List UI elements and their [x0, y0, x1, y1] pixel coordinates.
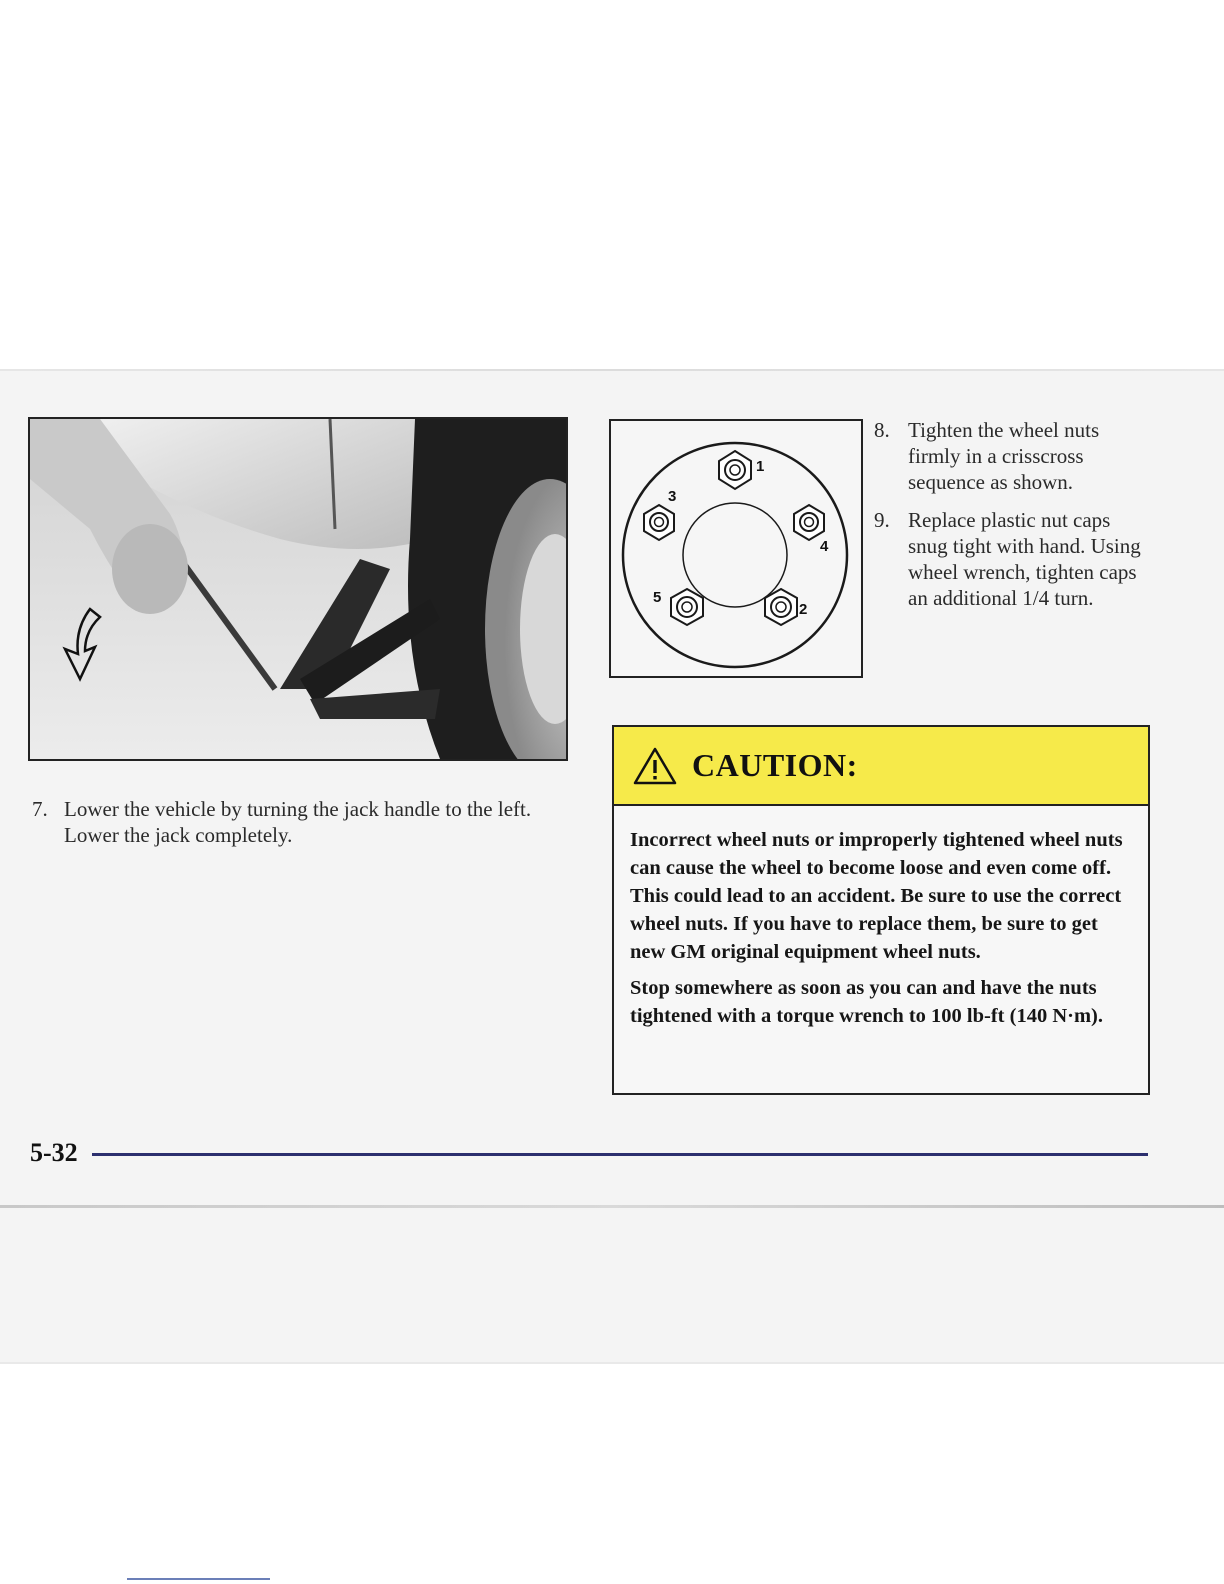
page-number: 5-32 [30, 1138, 78, 1167]
caution-paragraph-2: Stop somewhere as soon as you can and have the nuts tightened with a torque wrench to 100 lb-ft (140 N·m). [630, 977, 1103, 1027]
nut-label-5: 5 [653, 589, 662, 606]
warning-triangle-icon [632, 746, 678, 786]
lug-nut-1 [719, 451, 751, 489]
step-7-text: Lower the vehicle by turning the jack handle to the left. Lower the jack completely. [64, 797, 532, 847]
step-9-number: 9. [874, 508, 890, 532]
wheel-hub-drawing [611, 421, 861, 676]
lug-nut-4 [794, 505, 824, 540]
lug-nut-3 [644, 505, 674, 540]
nut-label-1: 1 [756, 458, 765, 475]
scan-edge-line [0, 1205, 1224, 1208]
step-9 [874, 507, 1174, 611]
nut-label-4: 4 [820, 538, 829, 555]
bottom-small-rule [127, 1578, 270, 1580]
lug-nut-5 [671, 589, 703, 625]
nut-label-2: 2 [799, 601, 808, 618]
step-8-number: 8. [874, 418, 890, 442]
caution-title: CAUTION: [692, 747, 858, 783]
lug-nut-2 [765, 589, 797, 625]
step-8 [874, 417, 1174, 495]
jack-photo-illustration [30, 419, 566, 759]
caution-paragraph-1: Incorrect wheel nuts or improperly tightened wheel nuts can cause the wheel to become loose and even come off. This could lead to an accident. Be sure to use the correct wheel nuts. If you have to replace them, be sure to get new GM original equipment wheel nuts. [630, 829, 1123, 963]
jack-lowering-photo [28, 417, 568, 761]
caution-body [614, 806, 1148, 1030]
caution-header [614, 727, 1148, 806]
nut-label-3: 3 [668, 488, 677, 505]
step-8-text: Tighten the wheel nuts firmly in a crisscross sequence as shown. [908, 418, 1100, 494]
step-9-text: Replace plastic nut caps snug tight with hand. Using wheel wrench, tighten caps an additional 1/4 turn. [908, 508, 1141, 610]
lug-nut-sequence-diagram [609, 419, 863, 678]
step-7 [32, 796, 562, 848]
caution-box [612, 725, 1150, 1095]
step-7-number: 7. [32, 797, 48, 821]
footer-rule [92, 1153, 1148, 1156]
